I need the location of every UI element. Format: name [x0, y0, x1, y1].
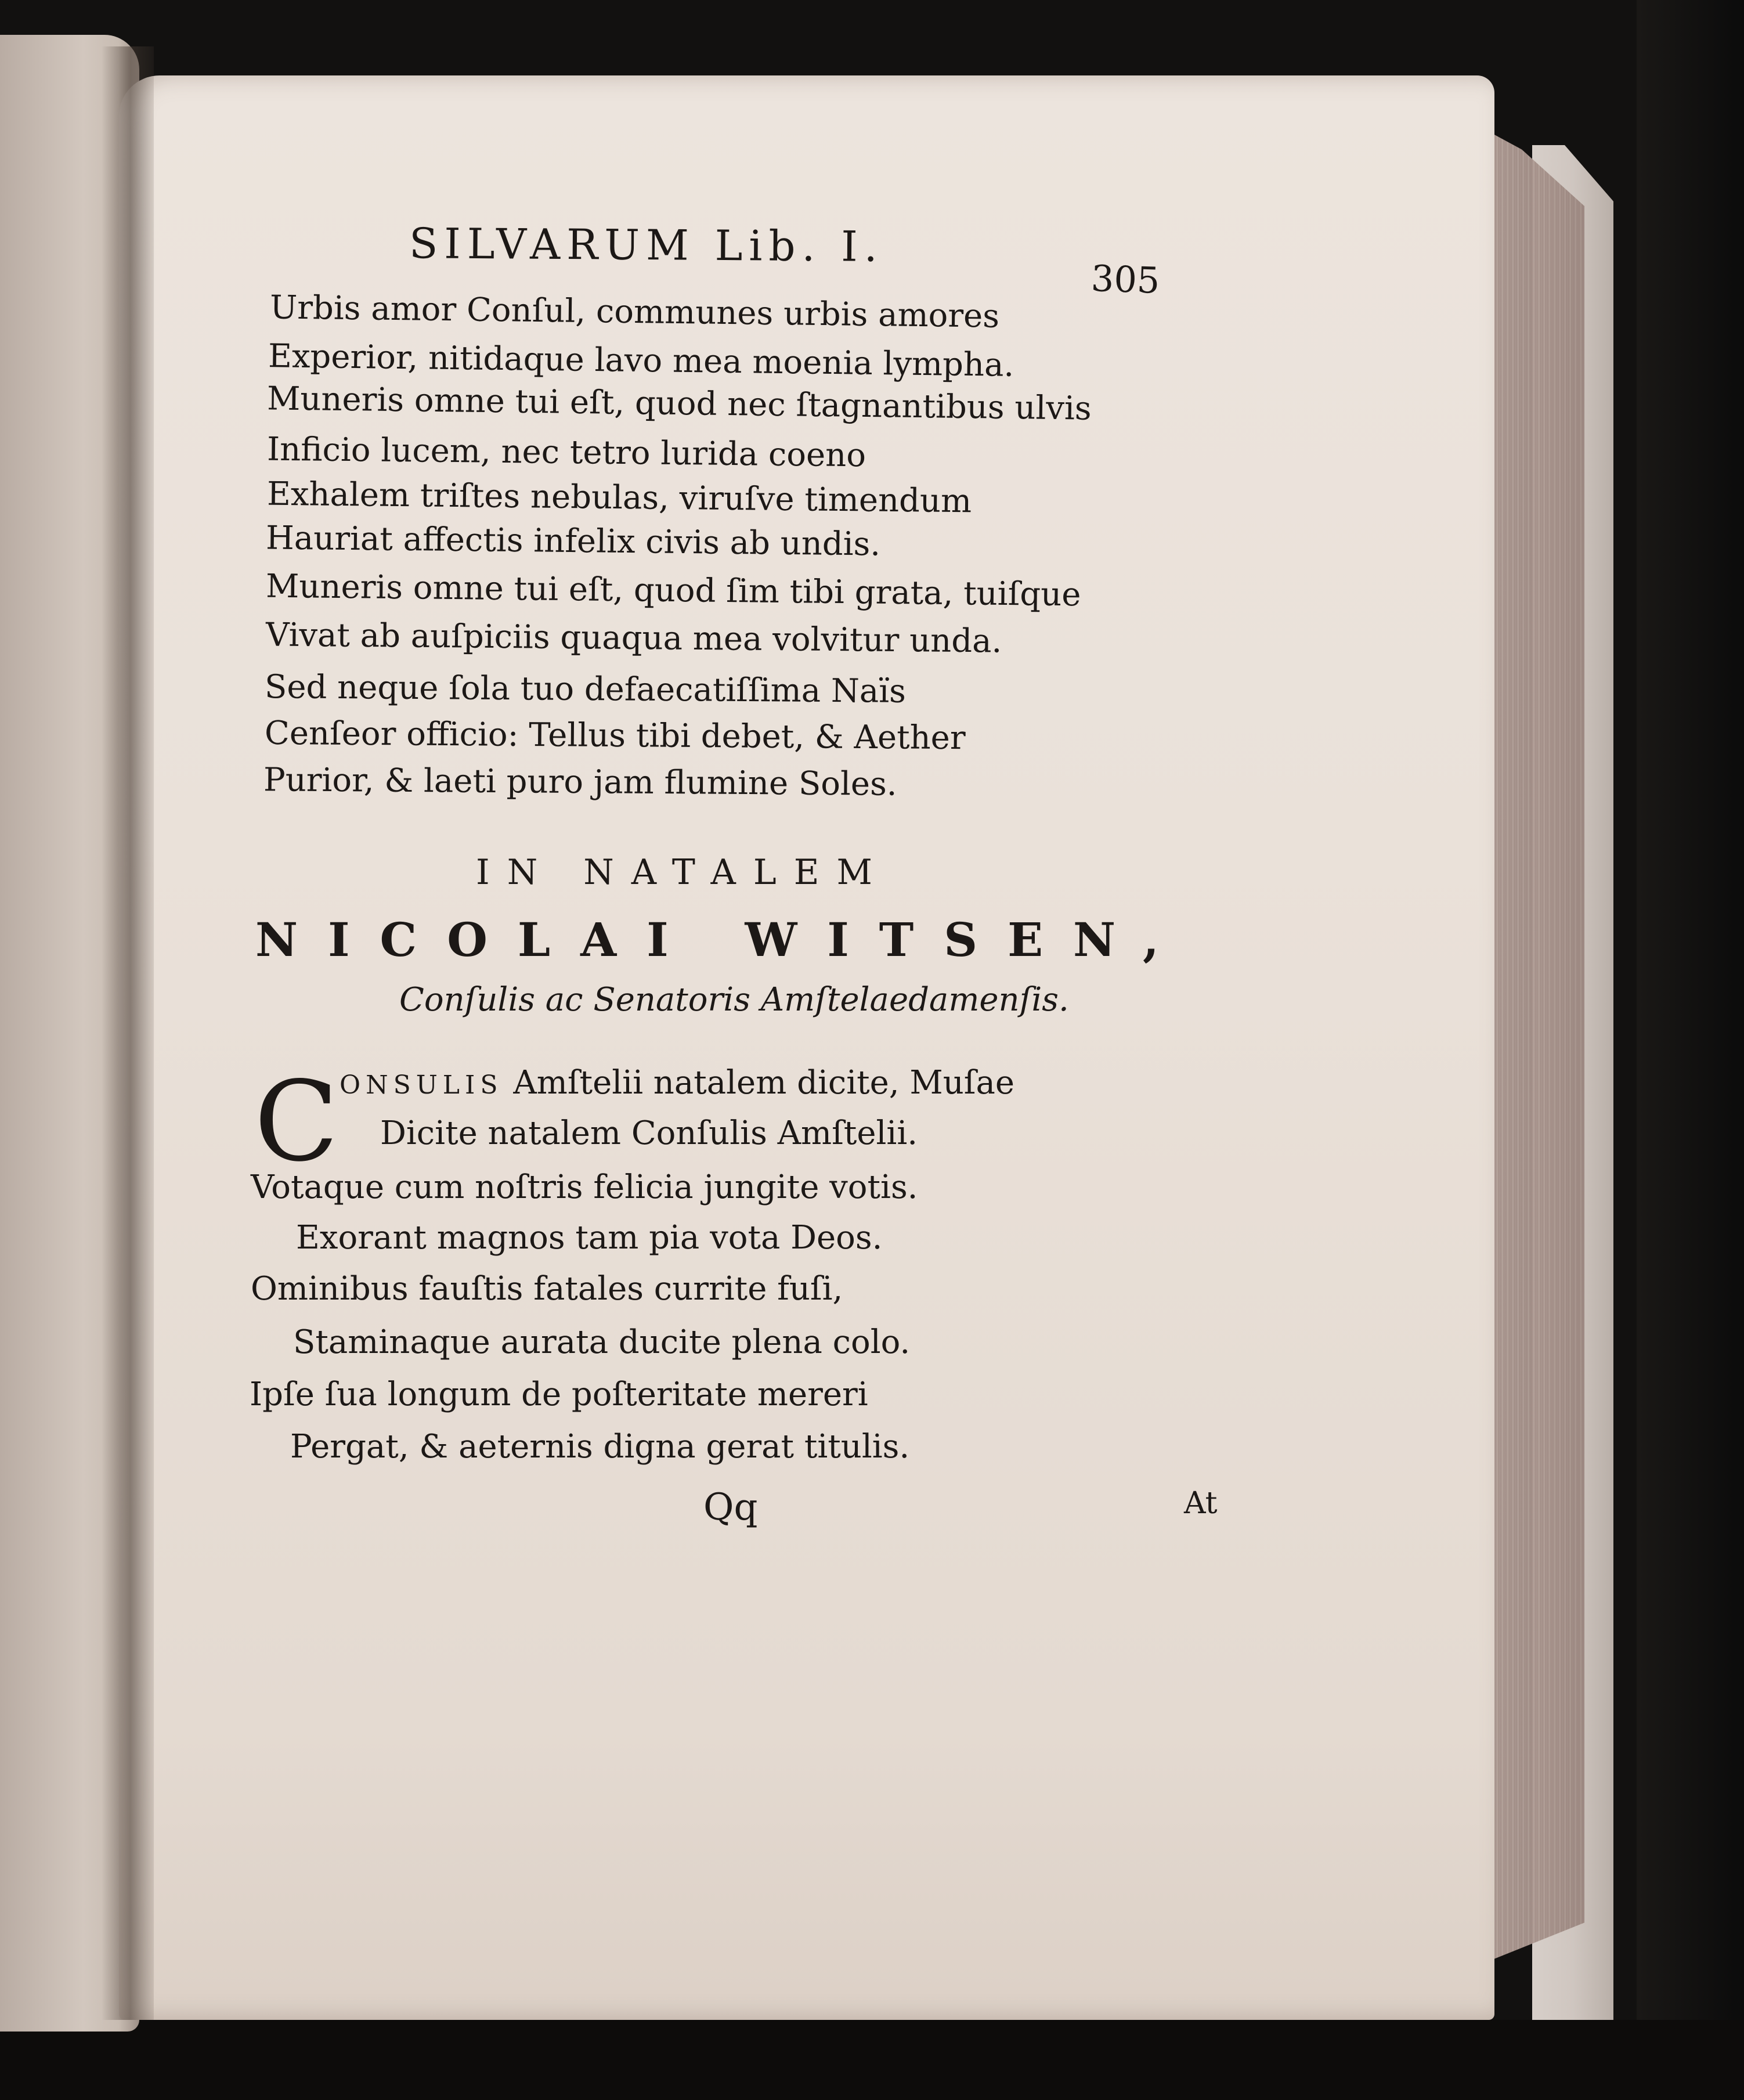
poem-line: Votaque cum noſtris felicia jungite votis. — [251, 1168, 918, 1206]
verse-line: Sed neque ſola tuo defaecatiſſima Naïs — [264, 668, 907, 710]
verse-line: Purior, & laeti puro jam flumine Soles. — [263, 761, 897, 803]
verse-line: Urbis amor Conſul, communes urbis amores — [269, 288, 1000, 335]
poem-title-line2: NICOLAI WITSEN, — [255, 912, 1189, 967]
verse-line: Exhalem triſtes nebulas, viruſve timendum — [266, 475, 972, 521]
verse-line: Hauriat affectis infelix civis ab undis. — [265, 519, 881, 564]
poem-line: Dicite natalem Conſulis Amſtelii. — [380, 1114, 918, 1152]
poem-line: Pergat, & aeternis digna gerat titulis. — [290, 1428, 910, 1466]
page-number: 305 — [1090, 257, 1161, 302]
dark-background — [1637, 0, 1744, 2100]
dark-background-bottom — [0, 2020, 1744, 2100]
signature-mark: Qq — [703, 1486, 758, 1529]
verse-line: Vivat ab auſpiciis quaqua mea volvitur unda. — [265, 616, 1002, 661]
verse-line: Experior, nitidaque lavo mea moenia lympha. — [268, 337, 1014, 384]
poem-line: Exorant magnos tam pia vota Deos. — [296, 1219, 883, 1257]
poem-line: Ominibus fauſtis fatales currite fuſi, — [251, 1270, 843, 1308]
verse-line: Muneris omne tui eſt, quod nec ſtagnantibus ulvis — [266, 380, 1092, 428]
poem-first-line — [340, 1064, 1015, 1102]
drop-cap: C — [254, 1058, 339, 1186]
verse-line: Inficio lucem, nec tetro lurida coeno — [266, 430, 866, 475]
verse-line: Cenſeor officio: Tellus tibi debet, & Aether — [264, 714, 966, 757]
poem-title-line1: IN NATALEM — [476, 852, 890, 893]
poem-line: Ipſe ſua longum de poſteritate mereri — [250, 1376, 868, 1413]
running-head: SILVARUM Lib. I. — [409, 219, 884, 271]
poem-line: Staminaque aurata ducite plena colo. — [293, 1323, 911, 1361]
poem-subtitle: Conſulis ac Senatoris Amſtelaedamenſis. — [399, 981, 1069, 1019]
first-line-rest: Amſtelii natalem dicite, Muſae — [513, 1064, 1015, 1102]
catchword: At — [1184, 1486, 1218, 1521]
verse-line: Muneris omne tui eſt, quod ſim tibi grata, tuiſque — [265, 567, 1081, 614]
gutter-shadow — [102, 46, 154, 2020]
first-word-small-caps: ONSULIS — [340, 1070, 503, 1100]
